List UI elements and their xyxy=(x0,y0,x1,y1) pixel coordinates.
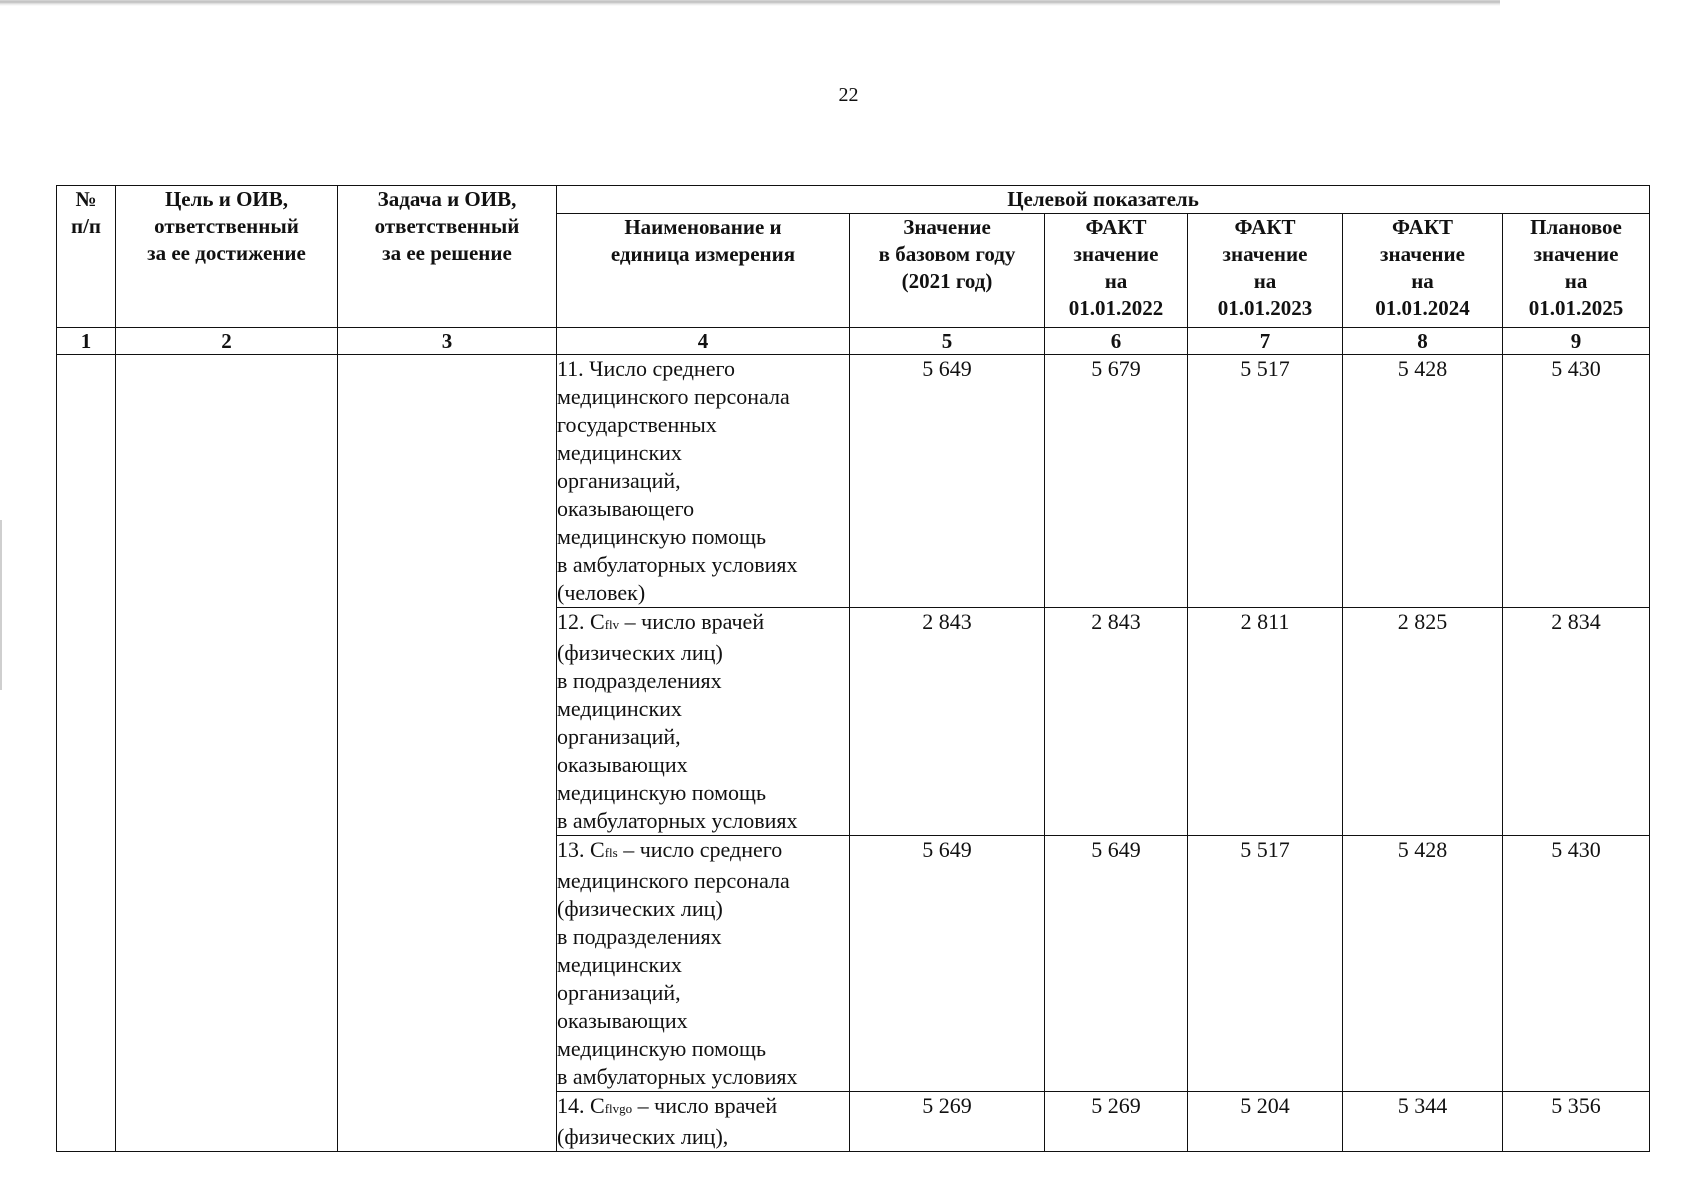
header-col-base-value: Значение в базовом году (2021 год) xyxy=(850,214,1045,328)
column-number: 8 xyxy=(1343,328,1503,355)
value-fact-2024: 5 428 xyxy=(1343,355,1503,608)
scan-margin-mark xyxy=(0,520,2,690)
column-number: 9 xyxy=(1503,328,1650,355)
indicator-name xyxy=(557,1092,850,1152)
column-number: 1 xyxy=(57,328,116,355)
column-number: 3 xyxy=(338,328,557,355)
header-row-top xyxy=(57,186,1650,214)
value-fact-2023: 2 811 xyxy=(1188,608,1343,836)
value-base: 5 649 xyxy=(850,355,1045,608)
value-fact-2023: 5 517 xyxy=(1188,836,1343,1092)
value-fact-2023: 5 204 xyxy=(1188,1092,1343,1152)
indicator-name-prefix: 13. C xyxy=(557,837,605,862)
value-fact-2022: 5 649 xyxy=(1045,836,1188,1092)
header-target-indicator: Целевой показатель xyxy=(557,186,1650,214)
scan-edge-artifact xyxy=(0,0,1500,6)
indicator-name xyxy=(557,836,850,1092)
indicator-name-text: – число врачей (физических лиц) в подразделениях медицинских организаций, оказывающих медицинскую помощь в амбулаторных условиях xyxy=(557,609,798,833)
cell-task-empty xyxy=(338,355,557,1152)
value-fact-2024: 5 428 xyxy=(1343,836,1503,1092)
column-number: 2 xyxy=(116,328,338,355)
column-number: 7 xyxy=(1188,328,1343,355)
indicator-symbol-subscript: flv xyxy=(604,617,620,632)
indicator-name xyxy=(557,608,850,836)
header-col-name: Наименование и единица измерения xyxy=(557,214,850,328)
header-col-task: Задача и ОИВ, ответственный за ее решение xyxy=(338,186,557,328)
indicator-symbol-subscript: fls xyxy=(604,845,618,860)
column-number-row xyxy=(57,328,1650,355)
indicators-table xyxy=(56,185,1650,1152)
value-fact-2024: 5 344 xyxy=(1343,1092,1503,1152)
header-col-number: № п/п xyxy=(57,186,116,328)
indicator-name: 11. Число среднего медицинского персонала государственных медицинских организаций, оказывающего медицинскую помощь в амбулаторных условиях (человек) xyxy=(557,355,850,608)
column-number: 6 xyxy=(1045,328,1188,355)
header-col-fact-2022: ФАКТ значение на 01.01.2022 xyxy=(1045,214,1188,328)
cell-goal-empty xyxy=(116,355,338,1152)
value-base: 2 843 xyxy=(850,608,1045,836)
table-row xyxy=(57,355,1650,608)
header-col-plan-2025: Плановое значение на 01.01.2025 xyxy=(1503,214,1650,328)
header-col-fact-2024: ФАКТ значение на 01.01.2024 xyxy=(1343,214,1503,328)
indicator-symbol-subscript: flvgo xyxy=(604,1101,633,1116)
value-base: 5 649 xyxy=(850,836,1045,1092)
cell-number-empty xyxy=(57,355,116,1152)
value-fact-2022: 5 269 xyxy=(1045,1092,1188,1152)
value-fact-2024: 2 825 xyxy=(1343,608,1503,836)
value-plan-2025: 2 834 xyxy=(1503,608,1650,836)
indicator-name-text: – число врачей (физических лиц), xyxy=(557,1093,778,1149)
page-number: 22 xyxy=(838,84,859,106)
value-plan-2025: 5 356 xyxy=(1503,1092,1650,1152)
column-number: 5 xyxy=(850,328,1045,355)
header-col-fact-2023: ФАКТ значение на 01.01.2023 xyxy=(1188,214,1343,328)
value-plan-2025: 5 430 xyxy=(1503,355,1650,608)
value-fact-2022: 2 843 xyxy=(1045,608,1188,836)
header-col-goal: Цель и ОИВ, ответственный за ее достижение xyxy=(116,186,338,328)
value-plan-2025: 5 430 xyxy=(1503,836,1650,1092)
value-fact-2023: 5 517 xyxy=(1188,355,1343,608)
indicator-name-text: – число среднего медицинского персонала (физических лиц) в подразделениях медицинских организаций, оказывающих медицинскую помощь в амбулаторных условиях xyxy=(557,837,798,1089)
indicator-name-prefix: 12. C xyxy=(557,609,605,634)
value-fact-2022: 5 679 xyxy=(1045,355,1188,608)
indicator-name-prefix: 14. C xyxy=(557,1093,605,1118)
column-number: 4 xyxy=(557,328,850,355)
value-base: 5 269 xyxy=(850,1092,1045,1152)
